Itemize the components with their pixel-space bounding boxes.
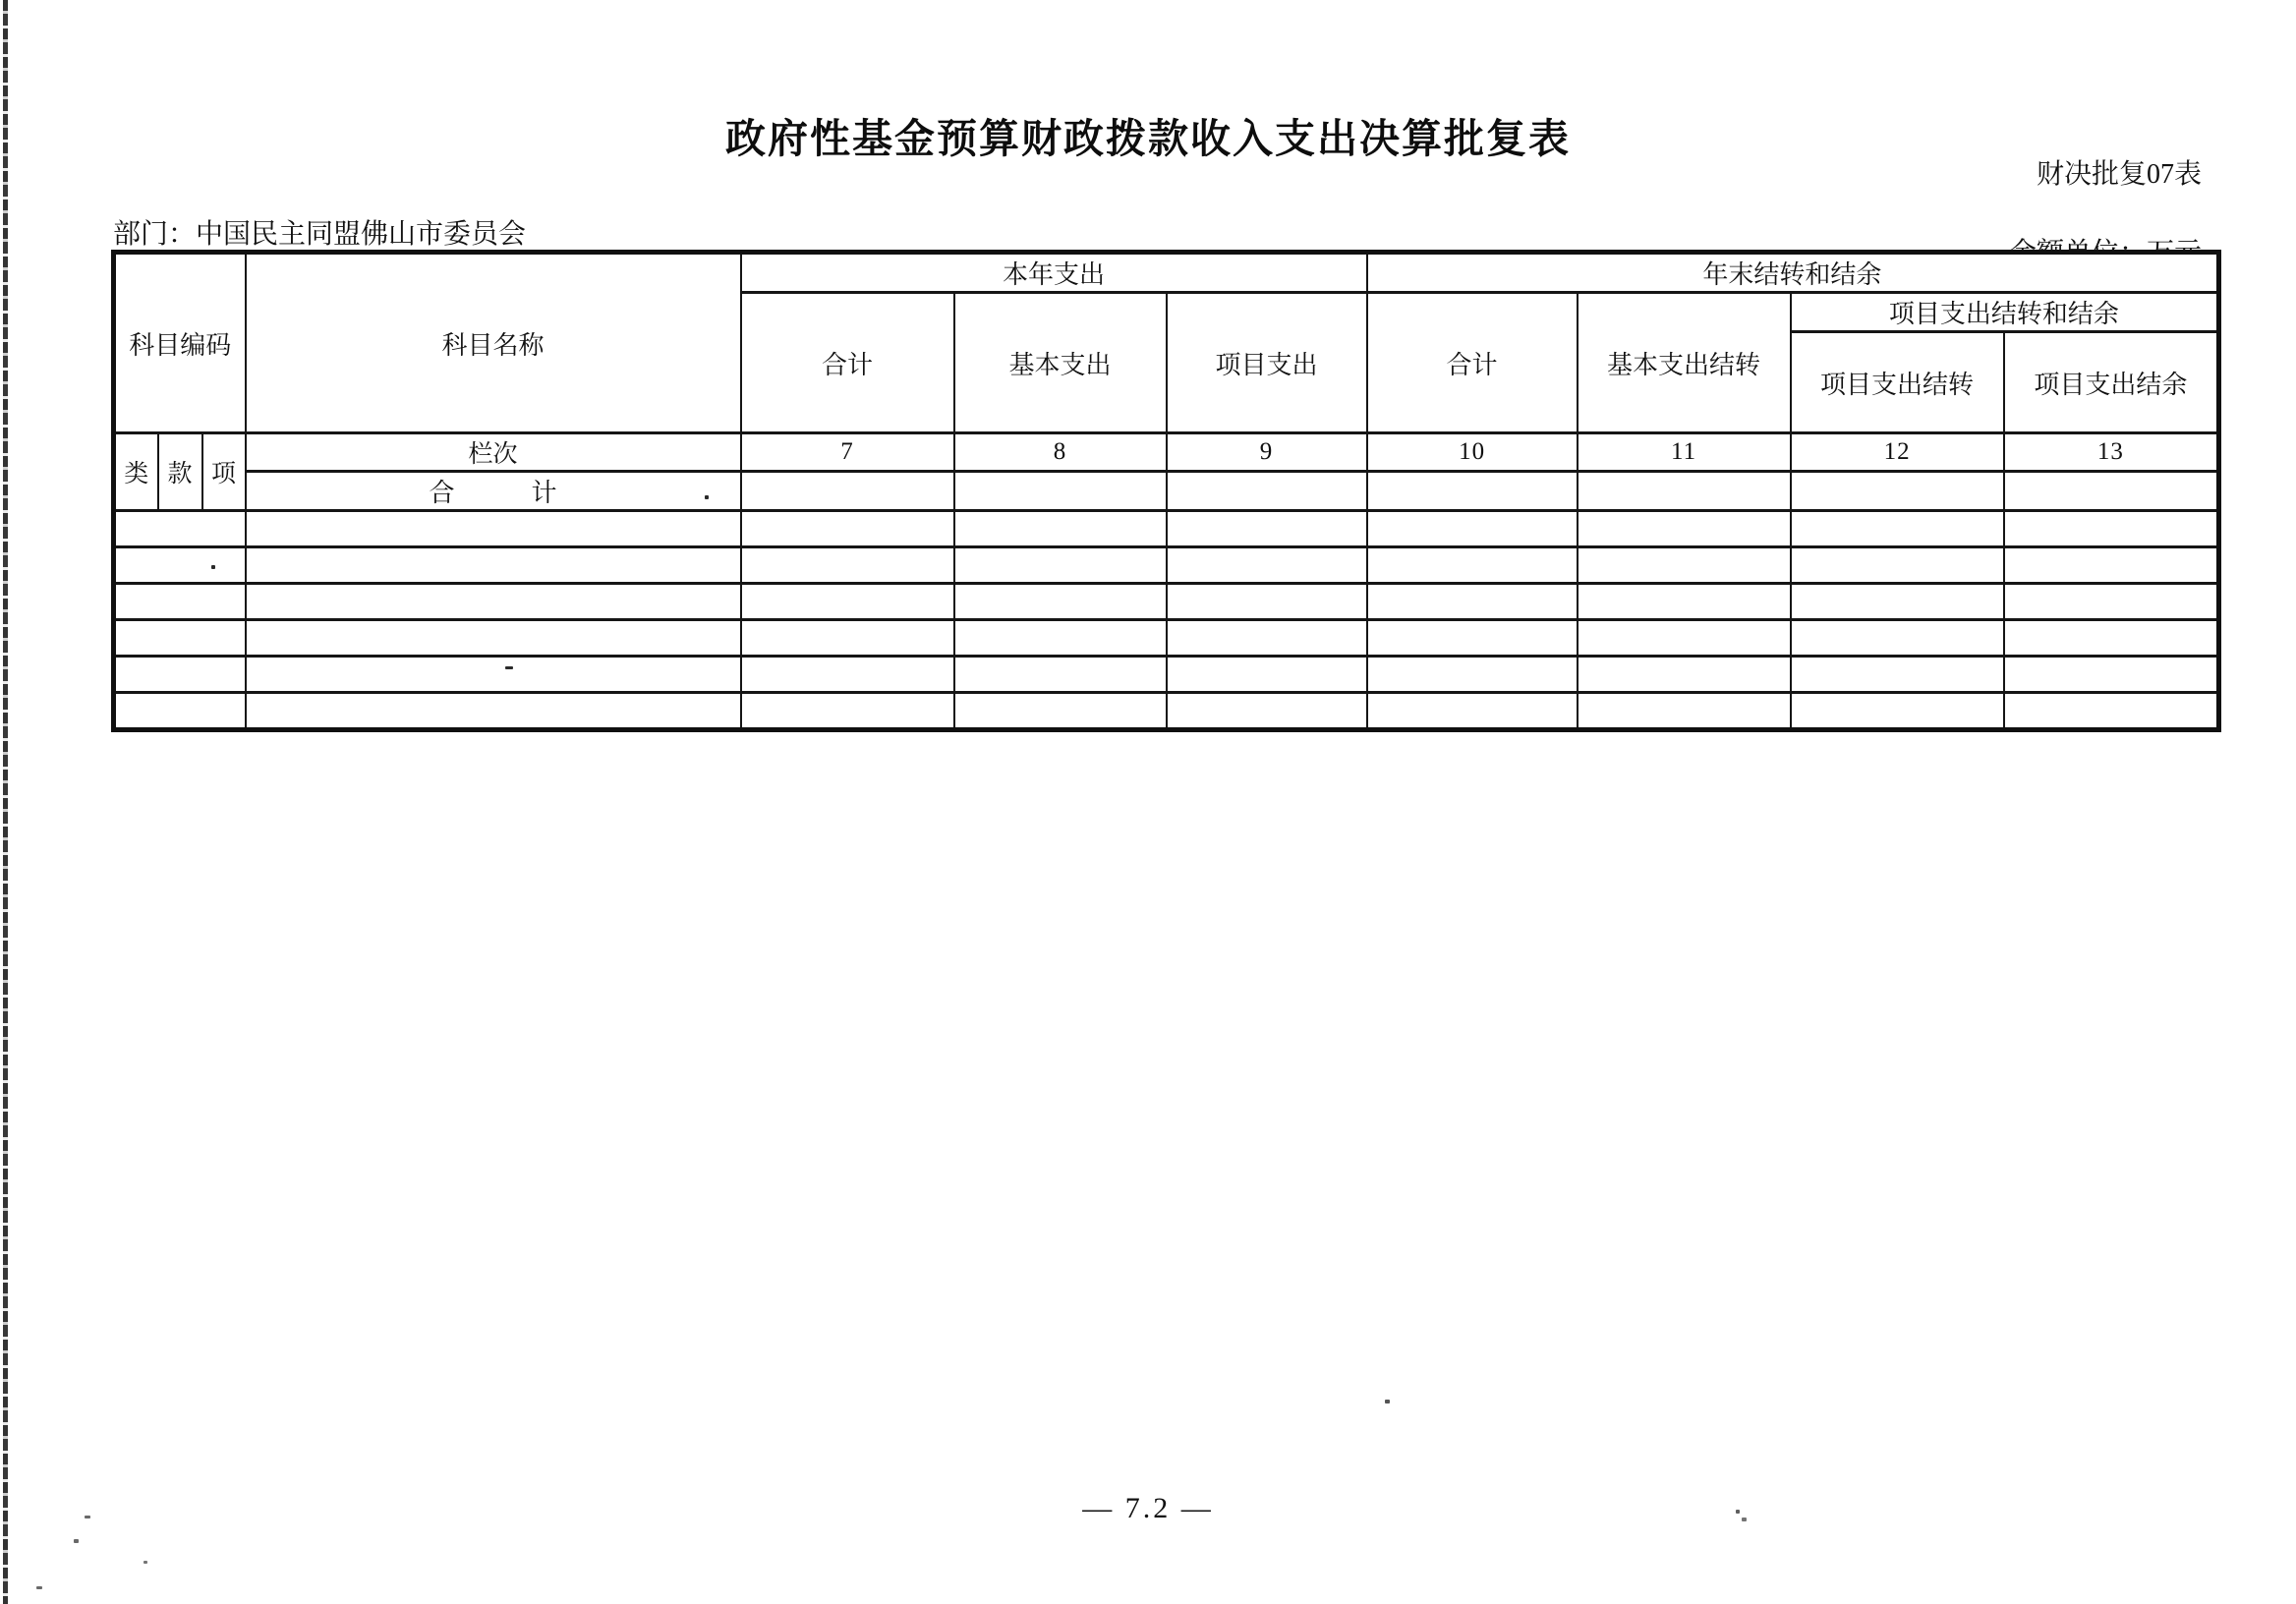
body-cell xyxy=(1791,620,2004,657)
column-number-7: 7 xyxy=(741,433,954,472)
body-cell xyxy=(741,547,954,584)
header-section: 款 xyxy=(158,433,202,511)
header-group-project-carryover-and-balance: 项目支出结转和结余 xyxy=(1791,293,2219,332)
body-cell xyxy=(1167,693,1367,730)
scan-speck xyxy=(705,495,709,499)
body-cell xyxy=(1578,511,1791,547)
body-cell xyxy=(954,584,1167,620)
total-row-cell xyxy=(2004,472,2219,511)
main-table xyxy=(111,250,2221,732)
scan-speck xyxy=(1736,1510,1740,1514)
header-basic-expenditure-carryover: 基本支出结转 xyxy=(1578,293,1791,433)
body-cell-name xyxy=(246,511,741,547)
form-code: 财决批复07表 xyxy=(2036,159,2202,190)
body-cell xyxy=(1167,511,1367,547)
body-cell xyxy=(954,657,1167,693)
scan-speck xyxy=(36,1586,42,1589)
total-row-cell xyxy=(1167,472,1367,511)
body-cell xyxy=(1578,657,1791,693)
body-cell-name xyxy=(246,547,741,584)
header-project-expenditure: 项目支出 xyxy=(1167,293,1367,433)
header-item: 项 xyxy=(202,433,246,511)
body-cell-name xyxy=(246,584,741,620)
body-cell xyxy=(1578,620,1791,657)
body-cell-code xyxy=(114,620,246,657)
total-row-cell xyxy=(1791,472,2004,511)
body-cell xyxy=(2004,693,2219,730)
header-subject-name: 科目名称 xyxy=(246,253,741,433)
body-cell xyxy=(1367,693,1578,730)
body-cell xyxy=(954,693,1167,730)
body-cell-code xyxy=(114,584,246,620)
total-row-cell xyxy=(1367,472,1578,511)
scan-speck xyxy=(1385,1400,1390,1404)
body-cell xyxy=(1167,547,1367,584)
body-cell xyxy=(2004,547,2219,584)
page-title: 政府性基金预算财政拨款收入支出决算批复表 xyxy=(725,116,1571,161)
header-basic-expenditure: 基本支出 xyxy=(954,293,1167,433)
total-row-cell xyxy=(741,472,954,511)
body-cell-code xyxy=(114,547,246,584)
body-cell xyxy=(1578,693,1791,730)
body-cell-code xyxy=(114,511,246,547)
total-row-label: 合 计 xyxy=(246,472,741,511)
body-cell xyxy=(1167,584,1367,620)
body-cell xyxy=(1167,657,1367,693)
body-cell xyxy=(741,584,954,620)
body-cell xyxy=(1367,620,1578,657)
total-row-cell xyxy=(954,472,1167,511)
header-group-current-year-expenditure: 本年支出 xyxy=(741,253,1367,293)
scan-speck xyxy=(85,1516,90,1518)
body-cell xyxy=(2004,657,2219,693)
column-number-9: 9 xyxy=(1167,433,1367,472)
scan-speck xyxy=(74,1539,79,1543)
body-cell xyxy=(2004,511,2219,547)
body-cell xyxy=(2004,620,2219,657)
body-cell xyxy=(954,511,1167,547)
body-cell xyxy=(1791,693,2004,730)
body-cell xyxy=(1791,584,2004,620)
scan-speck xyxy=(211,565,215,569)
department-line: 部门：中国民主同盟佛山市委员会 xyxy=(113,219,527,250)
scan-speck xyxy=(1742,1518,1747,1521)
scan-speck xyxy=(144,1561,147,1564)
body-cell xyxy=(1367,584,1578,620)
body-cell xyxy=(954,620,1167,657)
column-number-12: 12 xyxy=(1791,433,2004,472)
column-number-8: 8 xyxy=(954,433,1167,472)
column-number-13: 13 xyxy=(2004,433,2219,472)
body-cell xyxy=(1578,584,1791,620)
body-cell xyxy=(741,693,954,730)
header-subject-code: 科目编码 xyxy=(114,253,246,433)
column-number-10: 10 xyxy=(1367,433,1578,472)
body-cell-name xyxy=(246,657,741,693)
body-cell xyxy=(1578,547,1791,584)
body-cell xyxy=(1167,620,1367,657)
column-index-label: 栏次 xyxy=(246,433,741,472)
body-cell-name xyxy=(246,620,741,657)
column-number-11: 11 xyxy=(1578,433,1791,472)
body-cell xyxy=(954,547,1167,584)
header-class: 类 xyxy=(114,433,158,511)
header-project-expenditure-balance: 项目支出结余 xyxy=(2004,332,2219,433)
header-total-expenditure: 合计 xyxy=(741,293,954,433)
body-cell xyxy=(1367,547,1578,584)
body-cell xyxy=(1367,511,1578,547)
header-group-year-end-balance: 年末结转和结余 xyxy=(1367,253,2219,293)
header-total-balance: 合计 xyxy=(1367,293,1578,433)
body-cell xyxy=(1791,511,2004,547)
body-cell-code xyxy=(114,693,246,730)
total-row-cell xyxy=(1578,472,1791,511)
body-cell xyxy=(741,657,954,693)
body-cell xyxy=(741,620,954,657)
scan-speck xyxy=(505,666,513,669)
body-cell xyxy=(1367,657,1578,693)
body-cell xyxy=(2004,584,2219,620)
body-cell xyxy=(1791,657,2004,693)
header-project-expenditure-carryover: 项目支出结转 xyxy=(1791,332,2004,433)
scan-edge-artifact xyxy=(3,0,8,1604)
body-cell-name xyxy=(246,693,741,730)
page-number: — 7.2 — xyxy=(1082,1492,1214,1524)
body-cell-code xyxy=(114,657,246,693)
body-cell xyxy=(1791,547,2004,584)
body-cell xyxy=(741,511,954,547)
